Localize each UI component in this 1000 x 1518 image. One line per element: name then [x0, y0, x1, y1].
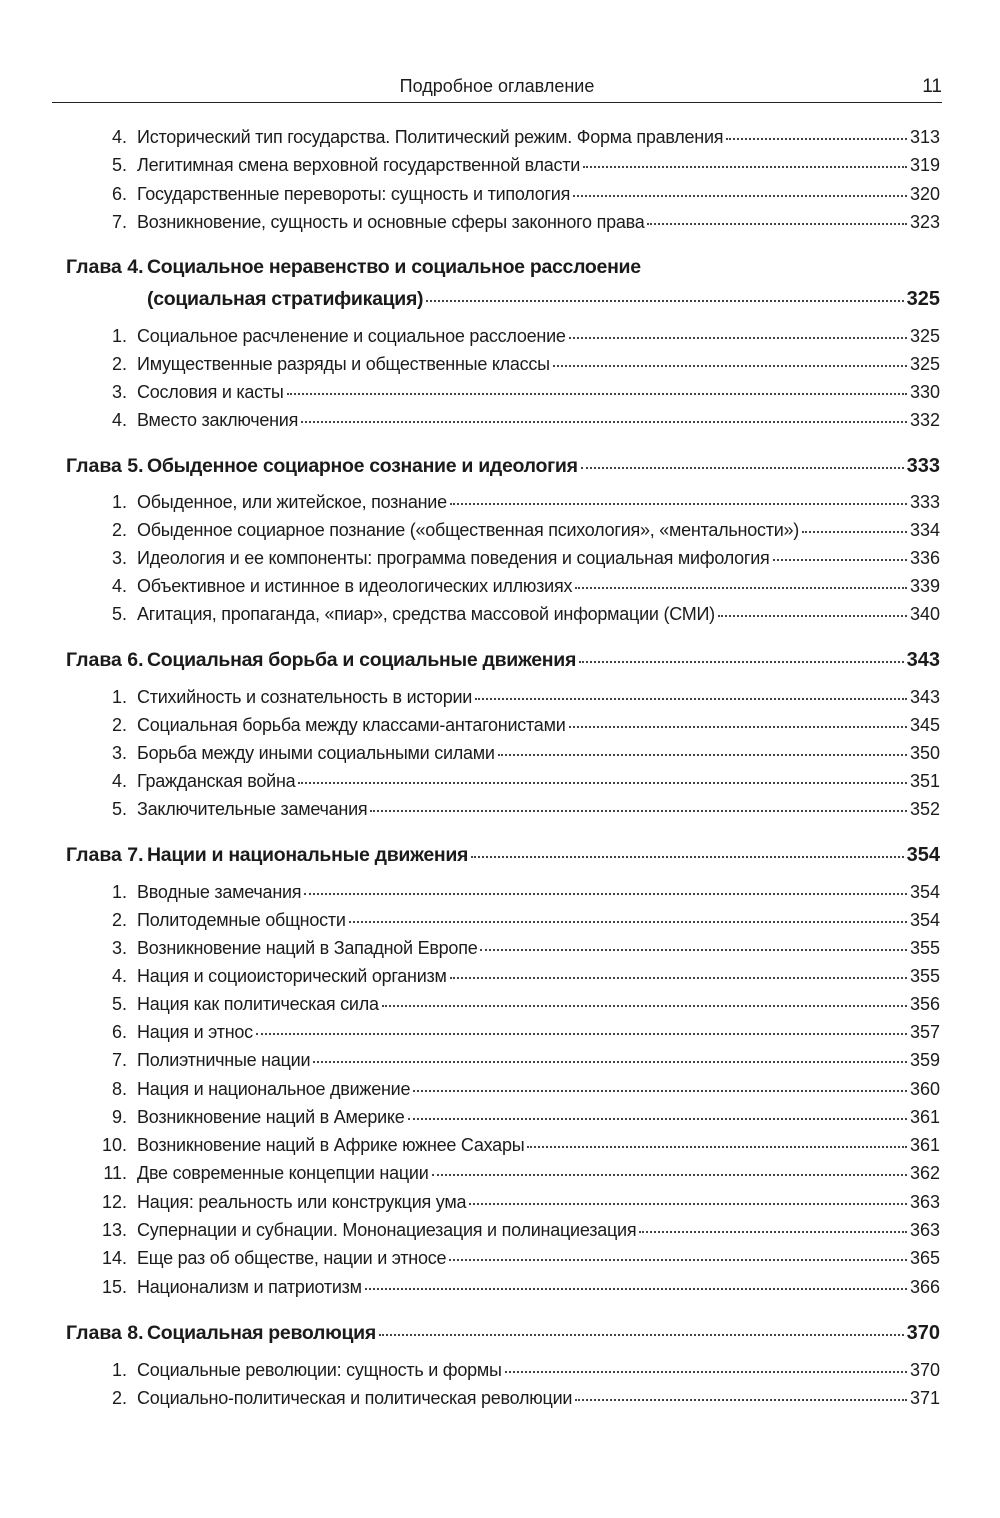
page-ref: 332 — [909, 410, 940, 430]
toc-item-row — [0, 354, 940, 380]
page-ref: 361 — [909, 1135, 940, 1155]
item-title: Объективное и истинное в идеологических иллюзиях — [137, 576, 573, 596]
chapter-label: Глава 5. — [66, 455, 144, 477]
toc-item-row — [0, 715, 940, 741]
toc-item-row — [0, 1220, 940, 1246]
chapter-title: Нации и национальные движения — [147, 844, 469, 866]
chapter-title: Социальная революция — [147, 1322, 376, 1344]
item-title: Социальная борьба между классами-антагонистами — [137, 715, 566, 735]
item-title: Гражданская война — [137, 771, 296, 791]
dot-leader — [349, 919, 907, 923]
item-title: Нация и социоисторический организм — [137, 966, 447, 986]
item-number: 4. — [111, 410, 127, 430]
item-title: Национализм и патриотизм — [137, 1277, 362, 1297]
dot-leader — [505, 1369, 907, 1373]
item-title: Нация и этнос — [137, 1022, 253, 1042]
item-title: Социальное расчленение и социальное расслоение — [137, 326, 566, 346]
dot-leader — [773, 557, 907, 561]
item-number: 7. — [111, 1050, 127, 1070]
item-title: Возникновение наций в Африке южнее Сахары — [137, 1135, 525, 1155]
dot-leader — [471, 854, 904, 858]
dot-leader — [426, 298, 903, 302]
toc-item-row — [0, 743, 940, 769]
dot-leader — [583, 164, 907, 168]
page-ref: 365 — [909, 1248, 940, 1268]
dot-leader — [802, 529, 907, 533]
item-number: 6. — [111, 184, 127, 204]
item-number: 3. — [111, 548, 127, 568]
item-number: 8. — [111, 1079, 127, 1099]
running-header-title: Подробное оглавление — [399, 76, 595, 96]
toc-item-row — [0, 326, 940, 352]
item-number: 1. — [111, 326, 127, 346]
page-ref: 325 — [906, 288, 940, 310]
item-title: Полиэтничные нации — [137, 1050, 311, 1070]
page-ref: 350 — [909, 743, 940, 763]
item-title: Нация: реальность или конструкция ума — [137, 1192, 467, 1212]
item-number: 2. — [111, 520, 127, 540]
toc-chapter-row — [0, 256, 940, 286]
chapter-label: Глава 4. — [66, 256, 144, 278]
page-ref: 313 — [909, 127, 940, 147]
item-number: 1. — [111, 492, 127, 512]
toc-item-row — [0, 576, 940, 602]
toc-item-row — [0, 771, 940, 797]
item-title: Обыденное, или житейское, познание — [137, 492, 447, 512]
page-ref: 363 — [909, 1220, 940, 1240]
toc-item-row — [0, 1360, 940, 1386]
item-title: Супернации и субнации. Мононациезация и полинациезация — [137, 1220, 637, 1240]
dot-leader — [569, 724, 907, 728]
item-number: 1. — [111, 882, 127, 902]
dot-leader — [581, 465, 904, 469]
dot-leader — [575, 585, 907, 589]
page-ref: 339 — [909, 576, 940, 596]
toc-item-row — [0, 994, 940, 1020]
item-number: 13. — [101, 1220, 127, 1240]
dot-leader — [553, 363, 907, 367]
toc-item-row — [0, 1163, 940, 1189]
item-number: 15. — [101, 1277, 127, 1297]
page-ref: 336 — [909, 548, 940, 568]
item-number: 4. — [111, 127, 127, 147]
item-title: Две современные концепции нации — [137, 1163, 429, 1183]
item-number: 3. — [111, 382, 127, 402]
toc-item-row — [0, 1248, 940, 1274]
page-ref: 370 — [906, 1322, 940, 1344]
page-ref: 361 — [909, 1107, 940, 1127]
toc-item-row — [0, 966, 940, 992]
item-number: 5. — [111, 994, 127, 1014]
item-number: 4. — [111, 771, 127, 791]
page-ref: 330 — [909, 382, 940, 402]
item-title: Вводные замечания — [137, 882, 302, 902]
page-ref: 343 — [909, 687, 940, 707]
item-number: 5. — [111, 155, 127, 175]
item-title: Вместо заключения — [137, 410, 299, 430]
dot-leader — [573, 193, 907, 197]
page-ref: 333 — [906, 455, 940, 477]
item-number: 2. — [111, 354, 127, 374]
page-ref: 355 — [909, 938, 940, 958]
item-number: 9. — [111, 1107, 127, 1127]
chapter-title: (социальная стратификация) — [147, 288, 424, 310]
dot-leader — [718, 613, 907, 617]
page-ref: 354 — [909, 910, 940, 930]
chapter-title: Обыденное социарное сознание и идеология — [147, 455, 578, 477]
page-ref: 333 — [909, 492, 940, 512]
page-ref: 363 — [909, 1192, 940, 1212]
item-title: Борьба между иными социальными силами — [137, 743, 495, 763]
item-title: Возникновение, сущность и основные сферы законного права — [137, 212, 645, 232]
page-ref: 354 — [906, 844, 940, 866]
chapter-title: Социальное неравенство и социальное расслоение — [147, 256, 641, 278]
dot-leader — [370, 808, 907, 812]
item-title: Социальные революции: сущность и формы — [137, 1360, 502, 1380]
item-number: 3. — [111, 743, 127, 763]
toc-item-row — [0, 799, 940, 825]
dot-leader — [498, 752, 907, 756]
item-title: Сословия и касты — [137, 382, 284, 402]
item-title: Возникновение наций в Америке — [137, 1107, 405, 1127]
item-number: 4. — [111, 966, 127, 986]
dot-leader — [726, 136, 907, 140]
page-ref: 357 — [909, 1022, 940, 1042]
item-title: Обыденное социарное познание («общественная психология», «ментальности») — [137, 520, 800, 540]
chapter-title: Социальная борьба и социальные движения — [147, 649, 577, 671]
toc-chapter-row — [0, 288, 940, 318]
dot-leader — [432, 1172, 907, 1176]
toc-chapter-row — [0, 455, 940, 485]
dot-leader — [298, 780, 907, 784]
item-number: 11. — [103, 1163, 127, 1183]
dot-leader — [304, 891, 907, 895]
page-ref: 366 — [909, 1277, 940, 1297]
dot-leader — [575, 1397, 907, 1401]
page-ref: 351 — [909, 771, 940, 791]
dot-leader — [450, 501, 907, 505]
chapter-label: Глава 6. — [66, 649, 144, 671]
dot-leader — [579, 659, 904, 663]
page-ref: 354 — [909, 882, 940, 902]
page-ref: 345 — [909, 715, 940, 735]
toc-item-row — [0, 548, 940, 574]
toc-chapter-row — [0, 649, 940, 679]
item-number: 5. — [111, 604, 127, 624]
dot-leader — [313, 1059, 907, 1063]
page-ref: 320 — [909, 184, 940, 204]
page-ref: 319 — [909, 155, 940, 175]
running-header — [52, 72, 942, 100]
dot-leader — [527, 1144, 907, 1148]
item-title: Социально-политическая и политическая революции — [137, 1388, 573, 1408]
dot-leader — [475, 696, 907, 700]
item-title: Возникновение наций в Западной Европе — [137, 938, 478, 958]
dot-leader — [256, 1031, 907, 1035]
toc-item-row — [0, 212, 940, 238]
toc-item-row — [0, 155, 940, 181]
item-title: Политодемные общности — [137, 910, 346, 930]
item-number: 7. — [111, 212, 127, 232]
page-ref: 343 — [906, 649, 940, 671]
toc-item-row — [0, 1107, 940, 1133]
page-ref: 371 — [909, 1388, 940, 1408]
page-ref: 359 — [909, 1050, 940, 1070]
item-number: 3. — [111, 938, 127, 958]
item-title: Нация как политическая сила — [137, 994, 379, 1014]
item-title: Еще раз об обществе, нации и этносе — [137, 1248, 447, 1268]
dot-leader — [449, 1257, 907, 1261]
page-ref: 352 — [909, 799, 940, 819]
item-title: Идеология и ее компоненты: программа поведения и социальная мифология — [137, 548, 770, 568]
toc-item-row — [0, 1192, 940, 1218]
toc-item-row — [0, 520, 940, 546]
dot-leader — [413, 1088, 907, 1092]
header-rule — [52, 102, 942, 103]
dot-leader — [365, 1286, 907, 1290]
page-ref: 362 — [909, 1163, 940, 1183]
dot-leader — [647, 221, 906, 225]
toc-item-row — [0, 127, 940, 153]
item-number: 2. — [111, 1388, 127, 1408]
page-ref: 323 — [909, 212, 940, 232]
item-number: 10. — [101, 1135, 127, 1155]
dot-leader — [379, 1332, 904, 1336]
page-number: 11 — [922, 76, 942, 97]
dot-leader — [450, 975, 907, 979]
item-number: 1. — [111, 687, 127, 707]
dot-leader — [301, 419, 907, 423]
toc-item-row — [0, 1388, 940, 1414]
page-ref: 325 — [909, 354, 940, 374]
dot-leader — [569, 335, 907, 339]
toc-chapter-row — [0, 1322, 940, 1352]
page-ref: 355 — [909, 966, 940, 986]
toc-item-row — [0, 410, 940, 436]
item-number: 6. — [111, 1022, 127, 1042]
toc-item-row — [0, 910, 940, 936]
toc-item-row — [0, 1135, 940, 1161]
page-ref: 360 — [909, 1079, 940, 1099]
item-number: 14. — [101, 1248, 127, 1268]
toc-item-row — [0, 882, 940, 908]
item-number: 2. — [111, 715, 127, 735]
toc-item-row — [0, 938, 940, 964]
item-number: 5. — [111, 799, 127, 819]
chapter-label: Глава 8. — [66, 1322, 144, 1344]
toc-item-row — [0, 184, 940, 210]
dot-leader — [469, 1201, 907, 1205]
page-ref: 325 — [909, 326, 940, 346]
toc-item-row — [0, 492, 940, 518]
toc-item-row — [0, 382, 940, 408]
page-ref: 334 — [909, 520, 940, 540]
toc-item-row — [0, 1022, 940, 1048]
dot-leader — [287, 391, 907, 395]
toc-item-row — [0, 1050, 940, 1076]
dot-leader — [382, 1003, 907, 1007]
page-ref: 340 — [909, 604, 940, 624]
item-title: Легитимная смена верховной государственной власти — [137, 155, 581, 175]
item-number: 4. — [111, 576, 127, 596]
dot-leader — [480, 947, 907, 951]
dot-leader — [408, 1116, 907, 1120]
chapter-label: Глава 7. — [66, 844, 144, 866]
dot-leader — [639, 1229, 907, 1233]
item-title: Заключительные замечания — [137, 799, 368, 819]
page-ref: 370 — [909, 1360, 940, 1380]
toc-item-row — [0, 604, 940, 630]
item-title: Имущественные разряды и общественные классы — [137, 354, 550, 374]
toc-item-row — [0, 1277, 940, 1303]
toc-item-row — [0, 687, 940, 713]
item-number: 1. — [111, 1360, 127, 1380]
toc-item-row — [0, 1079, 940, 1105]
toc-chapter-row — [0, 844, 940, 874]
item-title: Государственные перевороты: сущность и типология — [137, 184, 571, 204]
item-title: Нация и национальное движение — [137, 1079, 411, 1099]
item-number: 2. — [111, 910, 127, 930]
item-title: Агитация, пропаганда, «пиар», средства массовой информации (СМИ) — [137, 604, 715, 624]
item-number: 12. — [101, 1192, 127, 1212]
item-title: Стихийность и сознательность в истории — [137, 687, 473, 707]
item-title: Исторический тип государства. Политический режим. Форма правления — [137, 127, 724, 147]
page-ref: 356 — [909, 994, 940, 1014]
